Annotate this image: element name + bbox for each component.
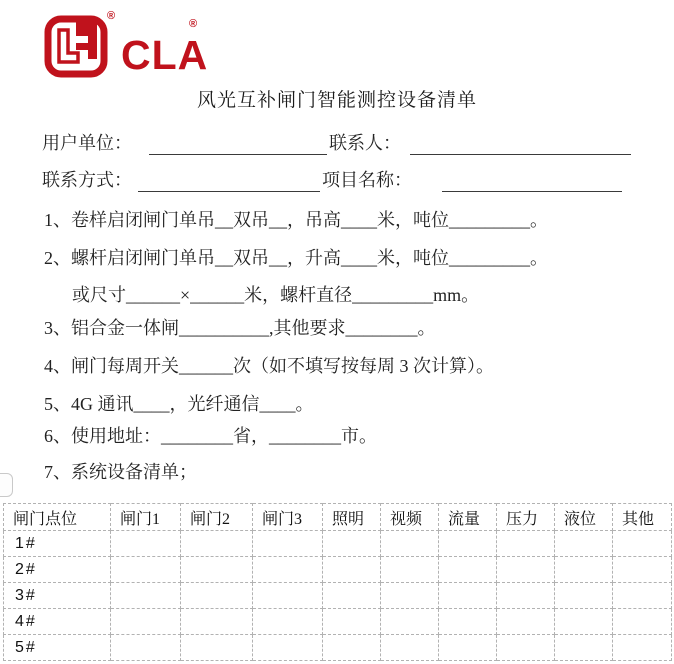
list-item-5: 5、4G 通讯____，光纤通信____。 [44, 394, 314, 414]
table-cell [181, 635, 253, 661]
page-title: 风光互补闸门智能测控设备清单 [196, 90, 477, 111]
table-header-row [4, 504, 672, 531]
field-label-project-name: 项目名称： [322, 170, 412, 190]
table-cell [111, 635, 181, 661]
table-cell [381, 531, 439, 557]
field-label-user-unit: 用户单位： [42, 133, 132, 153]
cla-logo-icon [44, 15, 108, 79]
table-cell [439, 531, 497, 557]
table-cell [323, 635, 381, 661]
table-cell [555, 609, 613, 635]
table-header-cell: 闸门2 [181, 504, 253, 531]
table-row-label-cell: 3# [4, 583, 111, 609]
table-cell [253, 583, 323, 609]
table-cell [381, 583, 439, 609]
table-cell [497, 635, 555, 661]
table-cell [323, 557, 381, 583]
list-item-2: 2、螺杆启闭闸门单吊__双吊__，升高____米，吨位_________。 [44, 248, 548, 268]
table-cell [439, 557, 497, 583]
table-cell [381, 635, 439, 661]
list-item-7: 7、系统设备清单； [44, 462, 197, 482]
table-cell [253, 557, 323, 583]
table-cell [181, 583, 253, 609]
table-cell [439, 583, 497, 609]
table-cell [111, 557, 181, 583]
table-header-cell: 流量 [439, 504, 497, 531]
table-header-cell: 闸门1 [111, 504, 181, 531]
field-blank-contact-method [138, 172, 320, 192]
registered-mark-icon: ® [107, 10, 116, 22]
table-cell [439, 609, 497, 635]
table-cell [181, 557, 253, 583]
table-row-label-cell: 1# [4, 531, 111, 557]
field-blank-contact-person [410, 135, 631, 155]
table-cell [497, 531, 555, 557]
table-header-cell: 视频 [381, 504, 439, 531]
table-row-label-cell: 2# [4, 557, 111, 583]
table-header-cell: 其他 [613, 504, 672, 531]
table-cell [111, 583, 181, 609]
table-cell [613, 583, 672, 609]
table-cell [323, 583, 381, 609]
equipment-table [3, 503, 672, 661]
field-label-contact-person: 联系人： [329, 133, 401, 153]
field-blank-project-name [442, 172, 622, 192]
table-cell [253, 531, 323, 557]
table-header-cell: 照明 [323, 504, 381, 531]
table-cell [111, 531, 181, 557]
list-item-3: 3、铝合金一体闸__________,其他要求________。 [44, 318, 436, 338]
table-cell [555, 557, 613, 583]
field-row-1 [42, 129, 631, 153]
table-row [4, 609, 672, 635]
table-row [4, 557, 672, 583]
table-cell [613, 531, 672, 557]
registered-mark-icon: ® [189, 18, 198, 30]
field-label-contact-method: 联系方式： [42, 170, 132, 190]
table-cell [181, 531, 253, 557]
table-cell [555, 531, 613, 557]
table-cell [381, 609, 439, 635]
table-header-cell: 闸门3 [253, 504, 323, 531]
table-cell [323, 609, 381, 635]
field-blank-user-unit [149, 135, 327, 155]
edge-scroll-handle[interactable] [0, 473, 13, 497]
table-cell [497, 583, 555, 609]
table-cell [381, 557, 439, 583]
table-cell [613, 557, 672, 583]
list-item-1: 1、卷样启闭闸门单吊__双吊__，吊高____米，吨位_________。 [44, 210, 548, 230]
list-item-4: 4、闸门每周开关______次（如不填写按每周 3 次计算）。 [44, 356, 494, 376]
brand-text: CLA [121, 32, 209, 78]
table-cell [555, 635, 613, 661]
table-cell [497, 609, 555, 635]
table-row-label-cell: 4# [4, 609, 111, 635]
table-cell [613, 609, 672, 635]
table-cell [323, 531, 381, 557]
table-cell [181, 609, 253, 635]
table-row [4, 531, 672, 557]
table-header-cell: 压力 [497, 504, 555, 531]
table-cell [111, 609, 181, 635]
table-row-label-cell: 5# [4, 635, 111, 661]
table-cell [555, 583, 613, 609]
table-cell [253, 635, 323, 661]
table-header-cell: 液位 [555, 504, 613, 531]
list-item-2-continued: 或尺寸______×______米，螺杆直径_________mm。 [72, 285, 480, 305]
field-row-2 [42, 166, 622, 190]
list-item-6: 6、使用地址：________省，________市。 [44, 426, 377, 446]
table-row [4, 635, 672, 661]
table-cell [439, 635, 497, 661]
table-cell [497, 557, 555, 583]
table-row [4, 583, 672, 609]
table-header-cell: 闸门点位 [4, 504, 111, 531]
table-cell [613, 635, 672, 661]
table-cell [253, 609, 323, 635]
